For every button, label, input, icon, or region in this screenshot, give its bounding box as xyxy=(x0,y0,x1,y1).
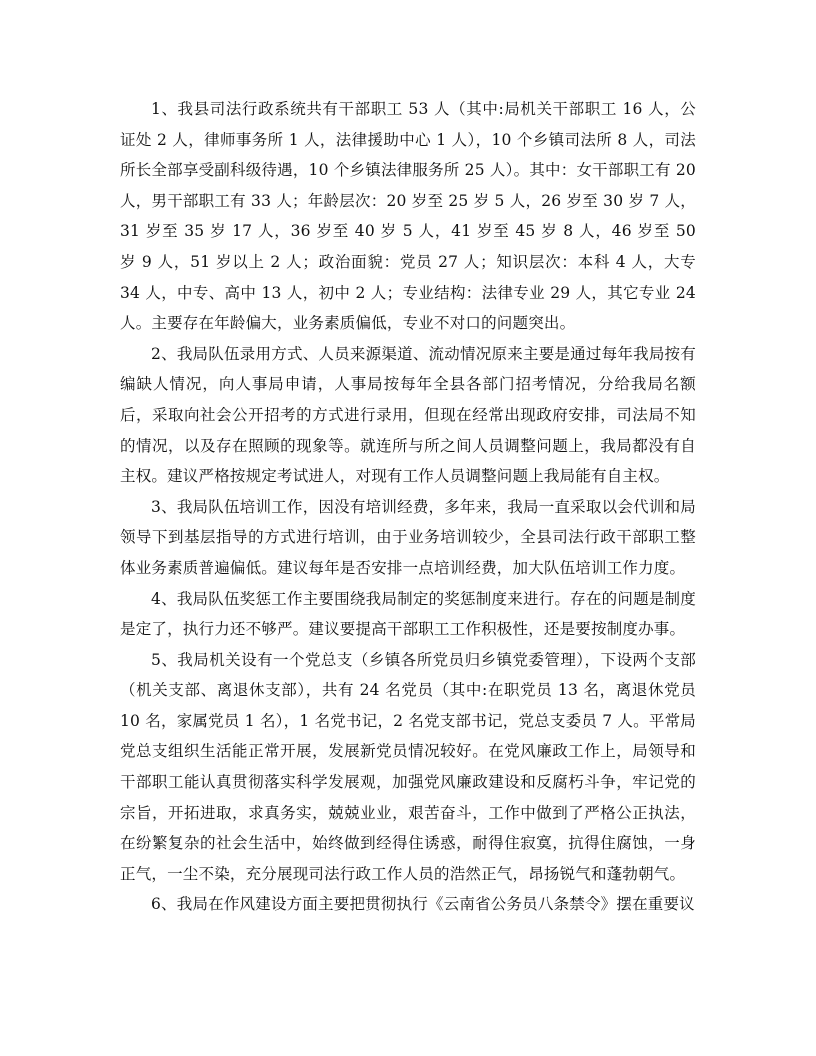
paragraph-4: 4、我局队伍奖惩工作主要围绕我局制定的奖惩制度来进行。存在的问题是制度是定了，执行力还不够严。建议要提高干部职工工作积极性，还是要按制度办事。 xyxy=(120,589,696,639)
paragraph-3: 3、我局队伍培训工作，因没有培训经费，多年来，我局一直采取以会代训和局领导下到基层指导的方式进行培训，由于业务培训较少，全县司法行政干部职工整体业务素质普遍偏低。建议每年是否安排一点培训经费，加大队伍培训工作力度。 xyxy=(120,497,696,577)
paragraph-6: 6、我局在作风建设方面主要把贯彻执行《云南省公务员八条禁令》摆在重要议 xyxy=(151,895,695,914)
paragraph-5: 5、我局机关设有一个党总支（乡镇各所党员归乡镇党委管理），下设两个支部（机关支部、离退休支部），共有 24 名党员（其中:在职党员 13 名，离退休党员 10 名，家属党员 1 名），1 名党书记，2 名党支部书记，党总支委员 7 人。平常局党总支组织生活能正常开展，发展新党员情况较好。在党风廉政工作上，局领导和干部职工能认真贯彻落实科学发展观，加强党风廉政建设和反腐朽斗争，牢记党的宗旨，开拓进取，求真务实，兢兢业业，艰苦奋斗，工作中做到了严格公正执法，在纷繁复杂的社会生活中，始终做到经得住诱惑，耐得住寂寞，抗得住腐蚀，一身正气，一尘不染，充分展现司法行政工作人员的浩然正气，昂扬锐气和蓬勃朝气。 xyxy=(120,650,696,883)
document-body xyxy=(120,94,696,920)
paragraph-1: 1、我县司法行政系统共有干部职工 53 人（其中:局机关干部职工 16 人，公证处 2 人，律师事务所 1 人，法律援助中心 1 人），10 个乡镇司法所 8 人，司法所长全部享受副科级待遇，10 个乡镇法律服务所 25 人）。其中：女干部职工有 20 人，男干部职工有 33 人；年龄层次：20 岁至 25 岁 5 人，26 岁至 30 岁 7 人，31 岁至 35 岁 17 人，36 岁至 40 岁 5 人，41 岁至 45 岁 8 人，46 岁至 50 岁 9 人，51 岁以上 2 人；政治面貌：党员 27 人；知识层次：本科 4 人，大专 34 人，中专、高中 13 人，初中 2 人；专业结构：法律专业 29 人，其它专业 24 人。主要存在年龄偏大，业务素质偏低，专业不对口的问题突出。 xyxy=(120,100,696,333)
paragraph-2: 2、我局队伍录用方式、人员来源渠道、流动情况原来主要是通过每年我局按有编缺人情况，向人事局申请，人事局按每年全县各部门招考情况，分给我局名额后，采取向社会公开招考的方式进行录用，但现在经常出现政府安排，司法局不知的情况，以及存在照顾的现象等。就连所与所之间人员调整问题上，我局都没有自主权。建议严格按规定考试进人，对现有工作人员调整问题上我局能有自主权。 xyxy=(120,344,696,486)
